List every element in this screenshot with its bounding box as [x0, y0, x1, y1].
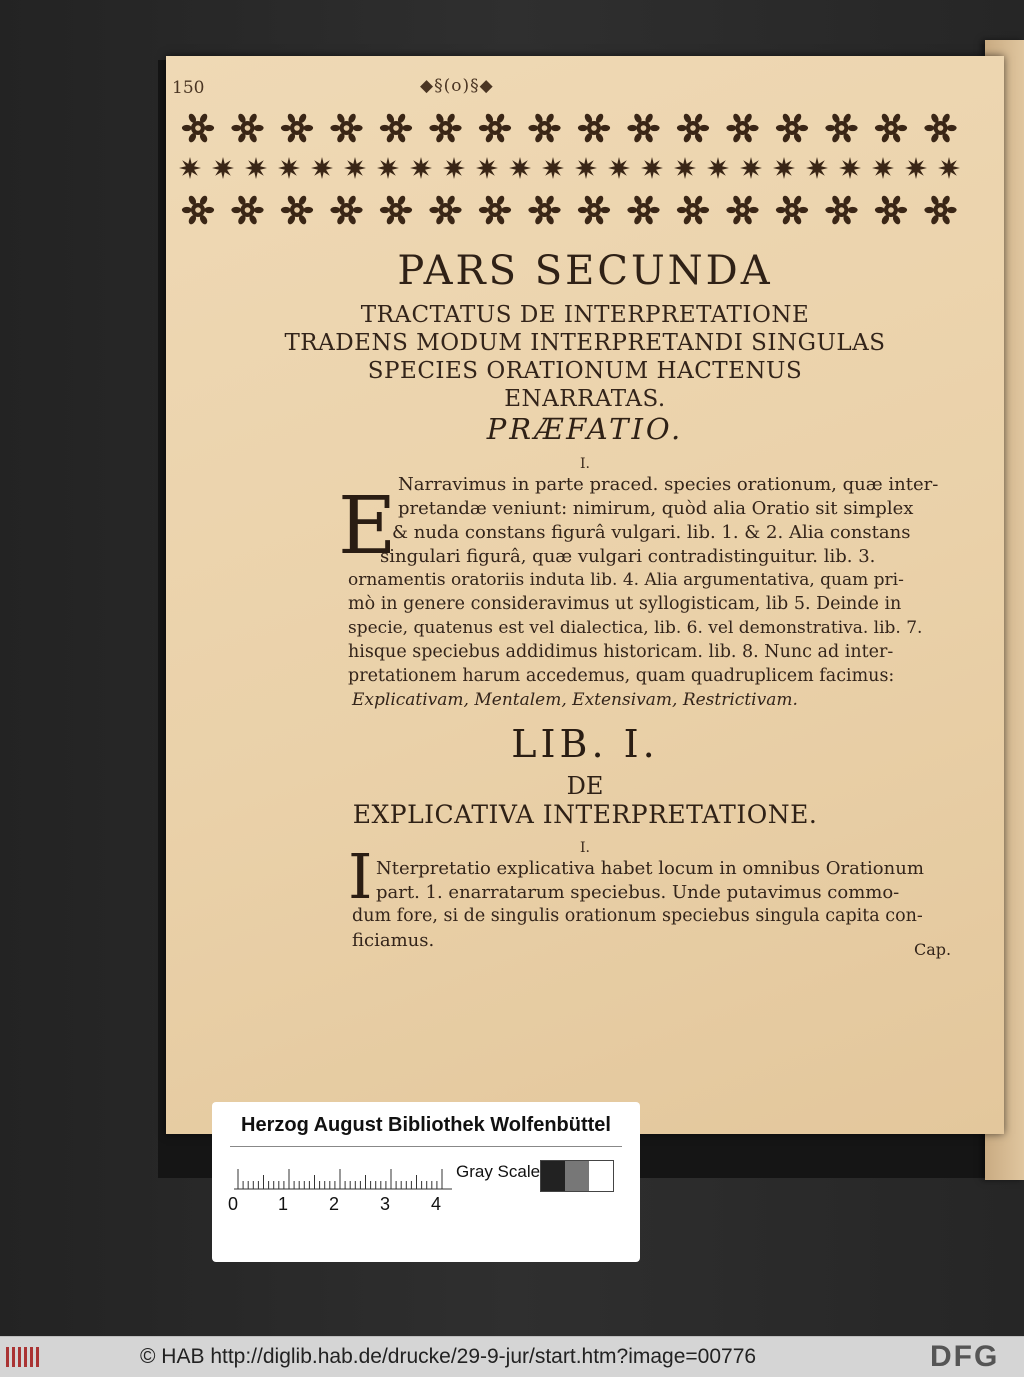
section-number-1: I.: [580, 456, 590, 472]
footer-bar: [0, 1336, 1024, 1377]
body-line-3: dum fore, si de singulis orationum speciebus singula capita con-: [352, 906, 923, 926]
ruler-number-2: 2: [329, 1194, 340, 1214]
ruler-number-4: 4: [431, 1194, 442, 1214]
subtitle-line-2: TRADENS MODUM INTERPRETANDI SINGULAS: [284, 330, 886, 356]
ornament-row-middle: [179, 157, 960, 179]
part-title: PARS SECUNDA: [397, 248, 773, 294]
catchword: Cap.: [914, 940, 952, 959]
body-dropcap: I: [348, 840, 373, 913]
copyright-url[interactable]: © HAB http://diglib.hab.de/drucke/29-9-jur/start.htm?image=00776: [140, 1345, 757, 1368]
praefatio-line-2: pretandæ veniunt: nimirum, quòd alia Oratio sit simplex: [398, 498, 914, 519]
body-line-2: part. 1. enarratarum speciebus. Unde putavimus commo-: [376, 882, 900, 903]
hab-logo-icon: [4, 1343, 44, 1371]
institution-name: Herzog August Bibliothek Wolfenbüttel: [241, 1114, 611, 1136]
praefatio-heading: PRÆFATIO.: [486, 412, 684, 446]
section-number-2: I.: [580, 840, 590, 856]
gray-scale-label: Gray Scale: [456, 1162, 541, 1181]
decorative-band: [174, 106, 966, 232]
book-title: LIB. I.: [511, 722, 659, 766]
ornament-row-top: [182, 112, 957, 143]
swatch-gray: [565, 1161, 589, 1191]
ruler-number-1: 1: [278, 1194, 289, 1214]
subtitle-line-1: TRACTATUS DE INTERPRETATIONE: [360, 302, 810, 328]
praefatio-line-6: mò in genere consideravimus ut syllogisticam, lib 5. Deinde in: [348, 594, 902, 614]
praefatio-line-9: pretationem harum accedemus, quam quadruplicem facimus:: [348, 666, 895, 686]
body-line-1: Nterpretatio explicativa habet locum in omnibus Orationum: [376, 858, 924, 879]
hab-label: [212, 1102, 640, 1262]
subtitle-line-3: SPECIES ORATIONUM HACTENUS: [367, 358, 803, 384]
praefatio-line-5: ornamentis oratoriis induta lib. 4. Alia argumentativa, quam pri-: [348, 570, 904, 590]
praefatio-line-10: Explicativam, Mentalem, Extensivam, Restrictivam.: [352, 690, 798, 710]
dfg-logo: DFG: [930, 1340, 1000, 1373]
praefatio-line-8: hisque speciebus addidimus historicam. lib. 8. Nunc ad inter-: [348, 642, 894, 662]
body-line-4: ficiamus.: [352, 930, 435, 951]
subtitle-line-4: ENARRATAS.: [504, 386, 666, 412]
page-number: 150: [172, 78, 205, 98]
ruler: [234, 1160, 452, 1190]
header-ornament: ◆§(o)§◆: [420, 76, 494, 96]
praefatio-line-4: singulari figurâ, quæ vulgari contradistinguitur. lib. 3.: [380, 546, 876, 567]
swatch-white: [589, 1161, 613, 1191]
chapter-heading: EXPLICATIVA INTERPRETATIONE.: [352, 800, 818, 829]
ruler-number-0: 0: [228, 1194, 239, 1214]
praefatio-dropcap: E: [338, 479, 397, 572]
gray-scale-swatches: [540, 1160, 614, 1192]
ruler-number-3: 3: [380, 1194, 391, 1214]
praefatio-line-1: Narravimus in parte praced. species orationum, quæ inter-: [398, 474, 939, 495]
label-divider: [230, 1146, 622, 1147]
swatch-black: [541, 1161, 565, 1191]
praefatio-line-7: specie, quatenus est vel dialectica, lib. 6. vel demonstrativa. lib. 7.: [348, 618, 923, 638]
praefatio-line-3: & nuda constans figurâ vulgari. lib. 1. & 2. Alia constans: [392, 522, 911, 543]
de-heading: DE: [566, 772, 604, 800]
ornament-row-bottom: [182, 194, 957, 225]
